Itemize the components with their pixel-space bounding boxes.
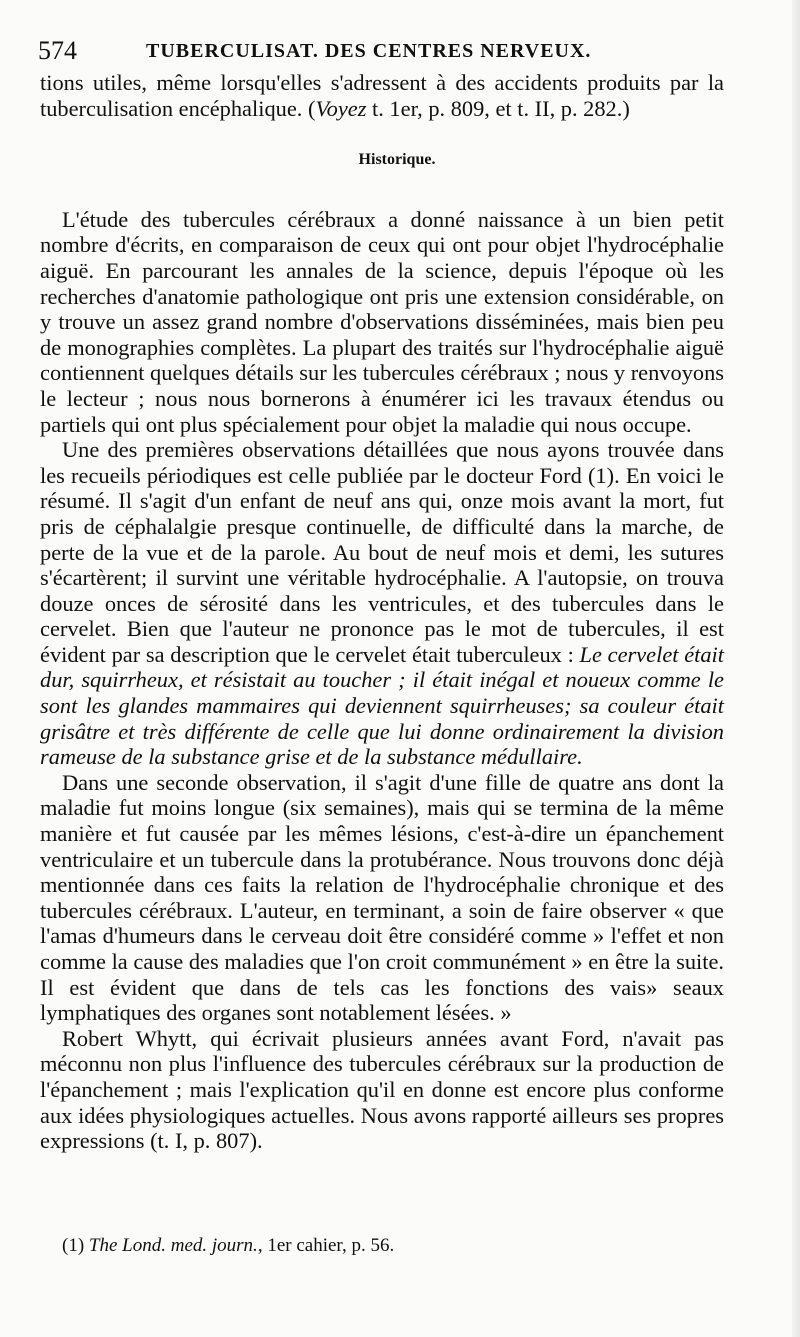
quotation: Le cervelet était dur, squirrheux, et résistait au toucher ; il était inégal et noueux comme le sont les glandes mammaires qui deviennent squirrheuses; sa couleur était grisâtre et très différente de celle que lui donne ordinairement la division rameuse de la substance grise et de la substance médullaire. [40, 641, 724, 770]
section-title: Historique. [358, 151, 436, 169]
paragraph: L'étude des tubercules cérébraux a donné naissance à un bien petit nombre d'écrits, en comparaison de ceux qui ont pour objet l'hydrocéphalie aiguë. En parcourant les annales de la science, depuis l'époque où les recherches d'anatomie pathologique ont pris une extension considérable, on y trouve un assez grand nombre d'observations disséminées, mais bien peu de monographies complètes. La plupart des traités sur l'hydrocéphalie aiguë contiennent quelques détails sur les tubercules cérébraux ; nous y renvoyons le lecteur ; nous nous bornerons à énumérer ici les travaux étendus ou partiels qui ont plus spécialement pour objet la maladie qui nous occupe. [40, 206, 724, 437]
paragraph-continuation: tions utiles, même lorsqu'elles s'adressent à des accidents produits par la tuberculisation encéphalique. (Voyez t. 1er, p. 809, et t. II, p. 282.) [40, 70, 724, 121]
main-text [40, 70, 724, 1154]
page-header [38, 34, 758, 68]
footnote-rest: , 1er cahier, p. 56. [257, 1235, 395, 1256]
paragraph: Robert Whytt, qui écrivait plusieurs années avant Ford, n'avait pas méconnu non plus l'influence des tubercules cérébraux sur la production de l'épanchement ; mais l'explication qu'il en donne est encore plus conforme aux idées physiologiques actuelles. Nous avons rapporté ailleurs ses propres expressions (t. I, p. 807). [40, 1025, 724, 1154]
cross-reference: Voyez [315, 95, 367, 121]
footnote [62, 1234, 722, 1258]
page-edge [792, 0, 800, 1337]
footnote-marker: (1) [62, 1235, 85, 1256]
page-number: 574 [38, 36, 77, 65]
paragraph: Une des premières observations détaillées que nous ayons trouvée dans les recueils périodiques est celle publiée par le docteur Ford (1). En voici le résumé. Il s'agit d'un enfant de neuf ans qui, onze mois avant la mort, fut pris de céphalalgie presque continuelle, de difficulté dans la marche, de perte de la vue et de la parole. Au bout de neuf mois et demi, les sutures s'écartèrent; il survint une véritable hydrocéphalie. A l'autopsie, on trouva douze onces de sérosité dans les ventricules, et des tubercules dans le cervelet. Bien que l'auteur ne prononce pas le mot de tubercules, il est évident par sa description que le cervelet était tuberculeux : Le cervelet était dur, squirrheux, et résistait au toucher ; il était inégal et noueux comme le sont les glandes mammaires qui deviennent squirrheuses; sa couleur était grisâtre et très différente de celle que lui donne ordinairement la division rameuse de la substance grise et de la substance médullaire. [40, 437, 724, 770]
paragraph: Dans une seconde observation, il s'agit d'une fille de quatre ans dont la maladie fut moins longue (six semaines), mais qui se termina de la même manière et fut causée par les mêmes lésions, c'est-à-dire un épanchement ventriculaire et un tubercule dans la protubérance. Nous trouvons donc déjà mentionnée dans ces faits la relation de l'hydrocéphalie chronique et des tubercules cérébraux. L'auteur, en terminant, a soin de faire observer « que l'amas d'humeurs dans le cerveau doit être considéré comme » l'effet et non comme la cause des maladies que l'on croit communément » en être la suite. Il est évident que dans de tels cas les fonctions des vais» seaux lymphatiques des organes sont notablement lésées. » [40, 769, 724, 1026]
footnote-reference: The Lond. med. journ. [88, 1235, 258, 1256]
running-head: TUBERCULISAT. DES CENTRES NERVEUX. [146, 40, 592, 62]
